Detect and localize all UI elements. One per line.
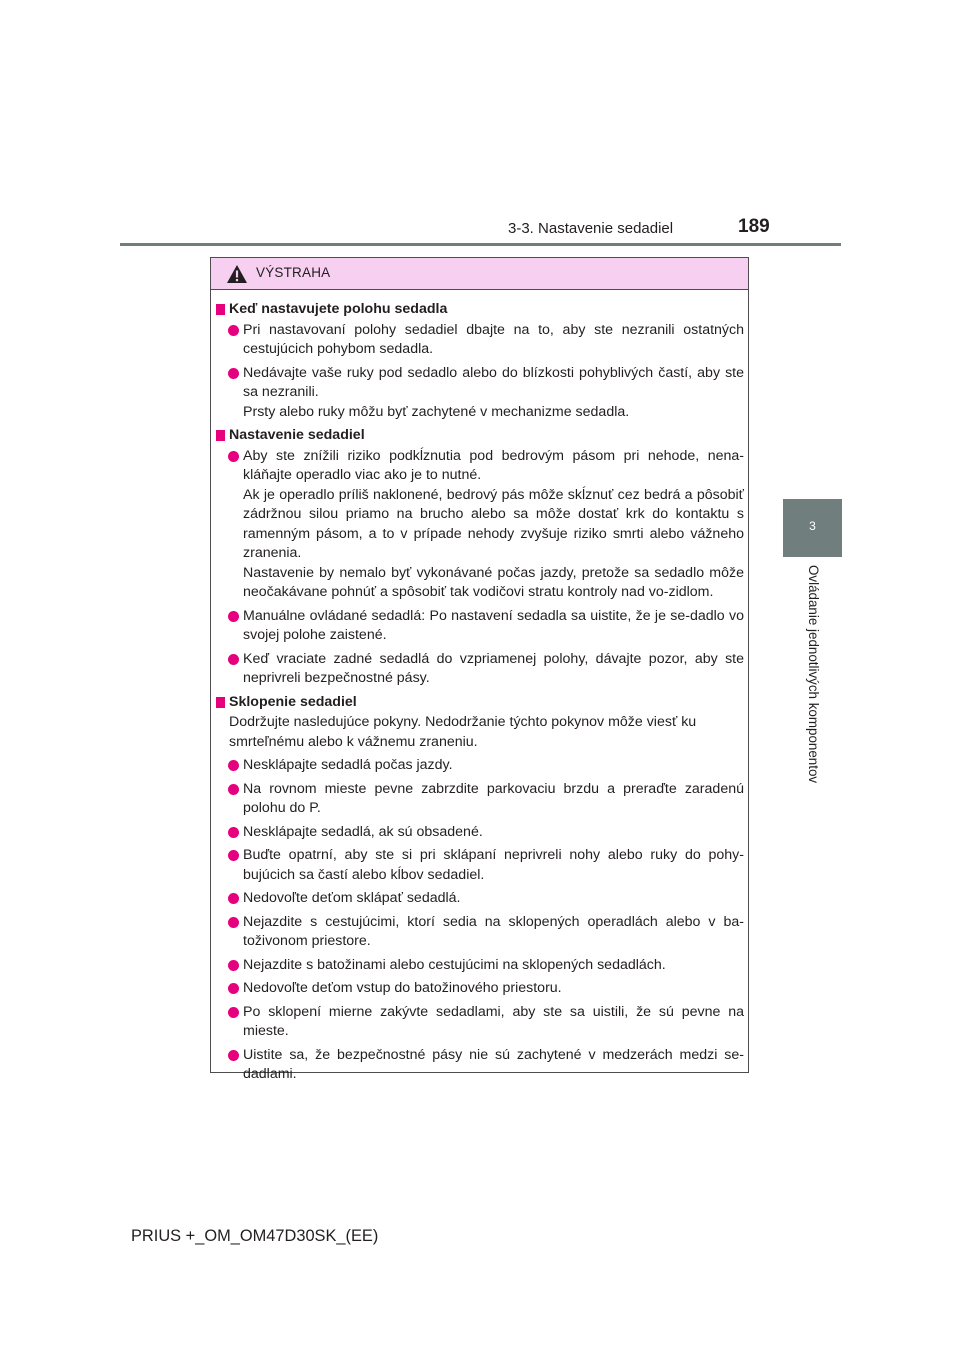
warning-title: VÝSTRAHA	[256, 265, 331, 280]
round-bullet-icon	[228, 917, 239, 928]
round-bullet-icon	[228, 451, 239, 462]
list-item	[216, 956, 744, 976]
header-section-title: 3-3. Nastavenie sedadiel	[508, 220, 674, 237]
section-heading	[216, 693, 744, 713]
list-item	[216, 650, 744, 689]
list-item-text: Nedovoľte deťom sklápať sedadlá.	[243, 890, 461, 906]
section-heading-text: Sklopenie sedadiel	[229, 693, 357, 710]
square-bullet-icon	[216, 697, 225, 708]
round-bullet-icon	[228, 850, 239, 861]
list-item-text: Nejazdite s batožinami alebo cestujúcimi na sklopených sedadlách.	[243, 956, 666, 973]
list-item	[216, 823, 744, 843]
list-item-text: Aby ste znížili riziko podkĺznutia pod bedrovým pásom pri nehode, nena-kláňajte operadlo viac ako je to nutné. Ak je operadlo príliš naklonené, bedrový pás môže skĺznuť cez bedrá a pôsobiť zádržnou silou priamo na brucho alebo sa môže dostať krk do kontaktu s ramenným pásom, a to v prípade nehody zvyšuje riziko smrti alebo vážneho zranenia. Nastavenie by nemalo byť vykonávané počas jazdy, pretože sa sedadlo môže neočakávane pohnúť a spôsobiť tak vodičovi stratu kontroly nad vo-zidlom.	[243, 447, 744, 600]
list-item-text: Nesklápajte sedadlá počas jazdy.	[243, 757, 453, 773]
chapter-number: 3	[809, 519, 816, 533]
round-bullet-icon	[228, 1007, 239, 1018]
section-heading-text: Keď nastavujete polohu sedadla	[229, 301, 448, 317]
list-item-text: Keď vraciate zadné sedadlá do vzpriamenej polohy, dávajte pozor, aby ste neprivreli bezpečnostné pásy.	[243, 650, 744, 686]
round-bullet-icon	[228, 827, 239, 838]
list-item	[216, 607, 744, 646]
list-item-text: Buďte opatrní, aby ste si pri sklápaní neprivreli nohy alebo ruky do pohy-bujúcich sa častí alebo kĺbov sedadiel.	[243, 847, 744, 883]
chapter-title-vertical	[783, 565, 842, 805]
list-item	[216, 364, 744, 423]
list-item-text: Uistite sa, že bezpečnostné pásy nie sú zachytené v medzerách medzi se-dadlami.	[243, 1046, 744, 1082]
section-heading-text: Nastavenie sedadiel	[229, 427, 365, 443]
list-item-text: Manuálne ovládané sedadlá: Po nastavení sedadla sa uistite, že je se-dadlo vo svojej polohe zaistené.	[243, 607, 744, 643]
warning-header	[211, 258, 748, 290]
list-item-text: Nejazdite s cestujúcimi, ktorí sedia na sklopených operadlách alebo v ba-toživonom priestore.	[243, 913, 744, 949]
square-bullet-icon	[216, 430, 225, 441]
list-item	[216, 447, 744, 603]
list-item-text: Nesklápajte sedadlá, ak sú obsadené.	[243, 823, 483, 840]
section-intro: Dodržujte nasledujúce pokyny. Nedodržanie týchto pokynov môže viesť ku smrteľnému alebo k vážnemu zraneniu.	[229, 714, 697, 750]
round-bullet-icon	[228, 611, 239, 622]
round-bullet-icon	[228, 784, 239, 795]
list-item-text: Nedovoľte deťom vstup do batožinového priestoru.	[243, 980, 562, 996]
list-item	[216, 1046, 744, 1085]
list-item	[216, 1003, 744, 1042]
list-item	[216, 979, 744, 999]
list-item	[216, 321, 744, 360]
round-bullet-icon	[228, 983, 239, 994]
warning-box	[210, 257, 749, 1082]
list-item	[216, 889, 744, 909]
list-item-text: Na rovnom mieste pevne zabrzdite parkovaciu brzdu a preraďte zaradenú polohu do P.	[243, 780, 744, 816]
round-bullet-icon	[228, 654, 239, 665]
round-bullet-icon	[228, 368, 239, 379]
warning-triangle-icon	[226, 264, 248, 284]
section-heading	[216, 426, 744, 446]
chapter-title: Ovládanie jednotlivých komponentov	[806, 565, 821, 784]
warning-body	[216, 300, 744, 1089]
footer-code: PRIUS +_OM_OM47D30SK_(EE)	[131, 1227, 379, 1245]
round-bullet-icon	[228, 960, 239, 971]
list-item	[216, 780, 744, 819]
round-bullet-icon	[228, 1050, 239, 1061]
section-heading	[216, 300, 744, 320]
list-item	[216, 913, 744, 952]
header-rule	[120, 243, 841, 246]
list-item-text: Nedávajte vaše ruky pod sedadlo alebo do blízkosti pohyblivých častí, aby ste sa nezranili. Prsty alebo ruky môžu byť zachytené v mechanizme sedadla.	[243, 364, 744, 420]
square-bullet-icon	[216, 304, 225, 315]
round-bullet-icon	[228, 760, 239, 771]
list-item-text: Po sklopení mierne zakývte sedadlami, aby ste sa uistili, že sú pevne na mieste.	[243, 1003, 744, 1039]
list-item	[216, 846, 744, 885]
list-item-text: Pri nastavovaní polohy sedadiel dbajte na to, aby ste nezranili ostatných cestujúcich pohybom sedadla.	[243, 321, 744, 357]
round-bullet-icon	[228, 893, 239, 904]
page-number: 189	[738, 216, 770, 237]
list-item	[216, 756, 744, 776]
round-bullet-icon	[228, 325, 239, 336]
